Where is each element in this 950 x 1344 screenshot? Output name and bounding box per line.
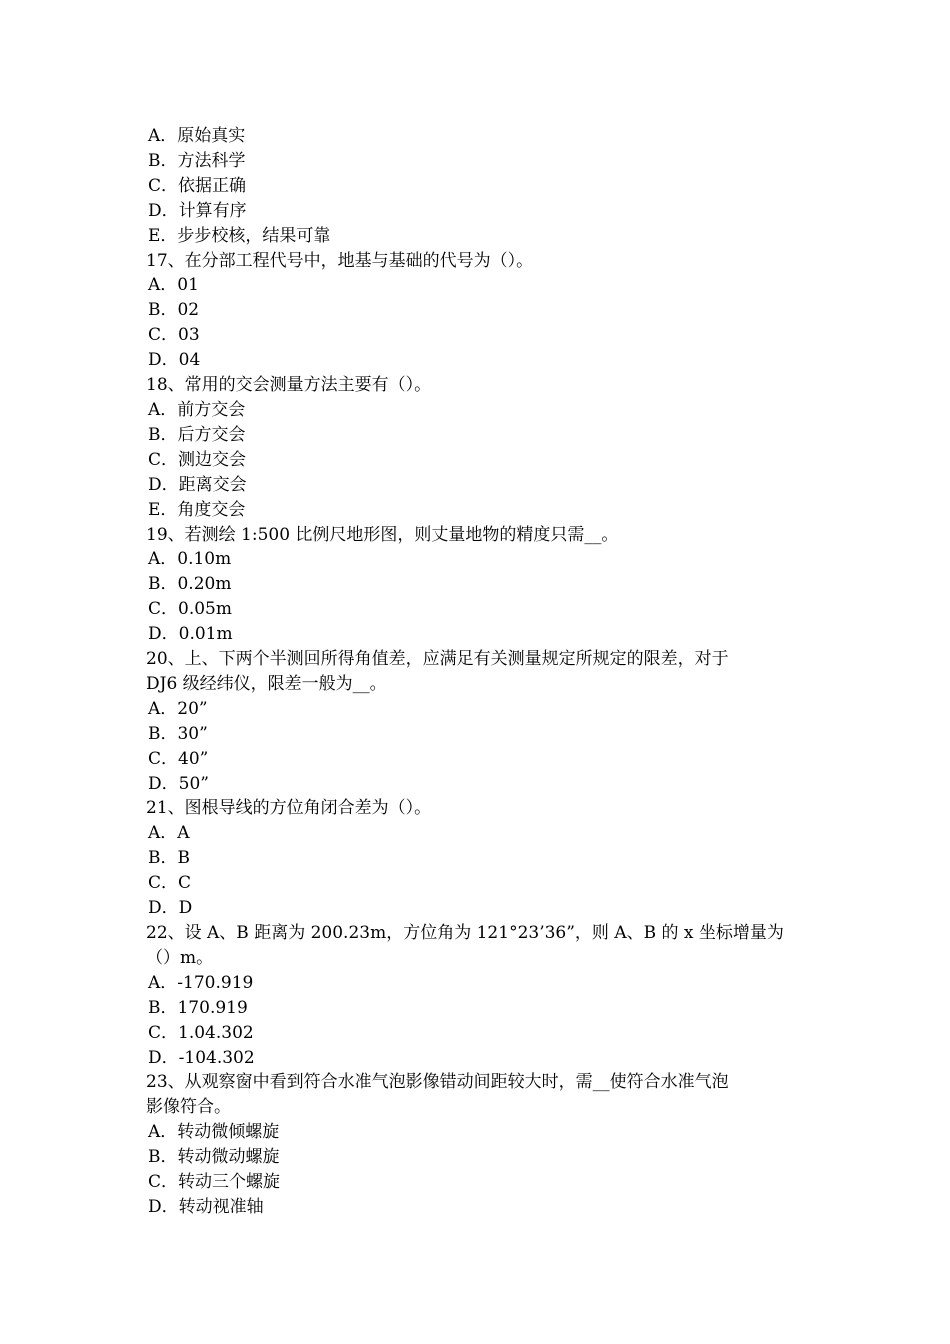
answer-option: D．转动视准轴 bbox=[148, 1196, 264, 1217]
question-text: 23、从观察窗中看到符合水准气泡影像错动间距较大时，需__使符合水准气泡 bbox=[146, 1072, 729, 1093]
question-text: 21、图根导线的方位角闭合差为（）。 bbox=[146, 798, 432, 819]
answer-option: B．方法科学 bbox=[148, 150, 246, 171]
answer-option: B．转动微动螺旋 bbox=[148, 1147, 280, 1168]
answer-option: A．-170.919 bbox=[148, 972, 254, 993]
answer-option: A．A bbox=[148, 823, 190, 844]
question-text: 18、常用的交会测量方法主要有（）。 bbox=[146, 375, 432, 396]
question-text: 22、设 A、B 距离为 200.23m，方位角为 121°23’36”，则 A、B 的 x 坐标增量为 bbox=[146, 923, 784, 943]
answer-option: C．1.04.302 bbox=[148, 1022, 254, 1043]
answer-option: C．C bbox=[148, 873, 192, 894]
answer-option: A．原始真实 bbox=[148, 126, 246, 146]
answer-option: B．30” bbox=[148, 723, 208, 744]
answer-option: D．计算有序 bbox=[148, 200, 247, 221]
answer-option: C．测边交会 bbox=[148, 449, 247, 470]
answer-option: B．0.20m bbox=[148, 574, 232, 595]
question-text: DJ6 级经纬仪，限差一般为__。 bbox=[146, 673, 387, 694]
answer-option: C．03 bbox=[148, 325, 200, 346]
answer-option: A．前方交会 bbox=[148, 399, 246, 420]
answer-option: A．20” bbox=[148, 698, 208, 719]
question-text: （）m。 bbox=[146, 947, 214, 968]
question-list bbox=[146, 124, 810, 1220]
answer-option: B．后方交会 bbox=[148, 424, 246, 445]
answer-option: C．转动三个螺旋 bbox=[148, 1172, 281, 1193]
question-text: 20、上、下两个半测回所得角值差，应满足有关测量规定所规定的限差，对于 bbox=[146, 649, 729, 670]
answer-option: D．距离交会 bbox=[148, 474, 247, 495]
question-text: 影像符合。 bbox=[146, 1097, 231, 1118]
answer-option: D．04 bbox=[148, 350, 201, 371]
answer-option: C．40” bbox=[148, 748, 209, 769]
answer-option: C．0.05m bbox=[148, 599, 232, 620]
answer-option: D．0.01m bbox=[148, 624, 233, 645]
answer-option: D．50” bbox=[148, 773, 209, 794]
question-text: 17、在分部工程代号中，地基与基础的代号为（）。 bbox=[146, 250, 534, 271]
answer-option: E．角度交会 bbox=[148, 499, 246, 520]
answer-option: B．02 bbox=[148, 300, 200, 321]
answer-option: D．-104.302 bbox=[148, 1047, 255, 1068]
answer-option: A．01 bbox=[148, 275, 199, 296]
answer-option: B．170.919 bbox=[148, 997, 248, 1018]
answer-option: A．0.10m bbox=[148, 549, 232, 570]
answer-option: C．依据正确 bbox=[148, 175, 247, 196]
answer-option: A．转动微倾螺旋 bbox=[148, 1122, 280, 1143]
answer-option: D．D bbox=[148, 898, 193, 919]
answer-option: B．B bbox=[148, 848, 190, 869]
answer-option: E．步步校核，结果可靠 bbox=[148, 225, 331, 246]
question-text: 19、若测绘 1:500 比例尺地形图，则丈量地物的精度只需__。 bbox=[146, 524, 619, 545]
